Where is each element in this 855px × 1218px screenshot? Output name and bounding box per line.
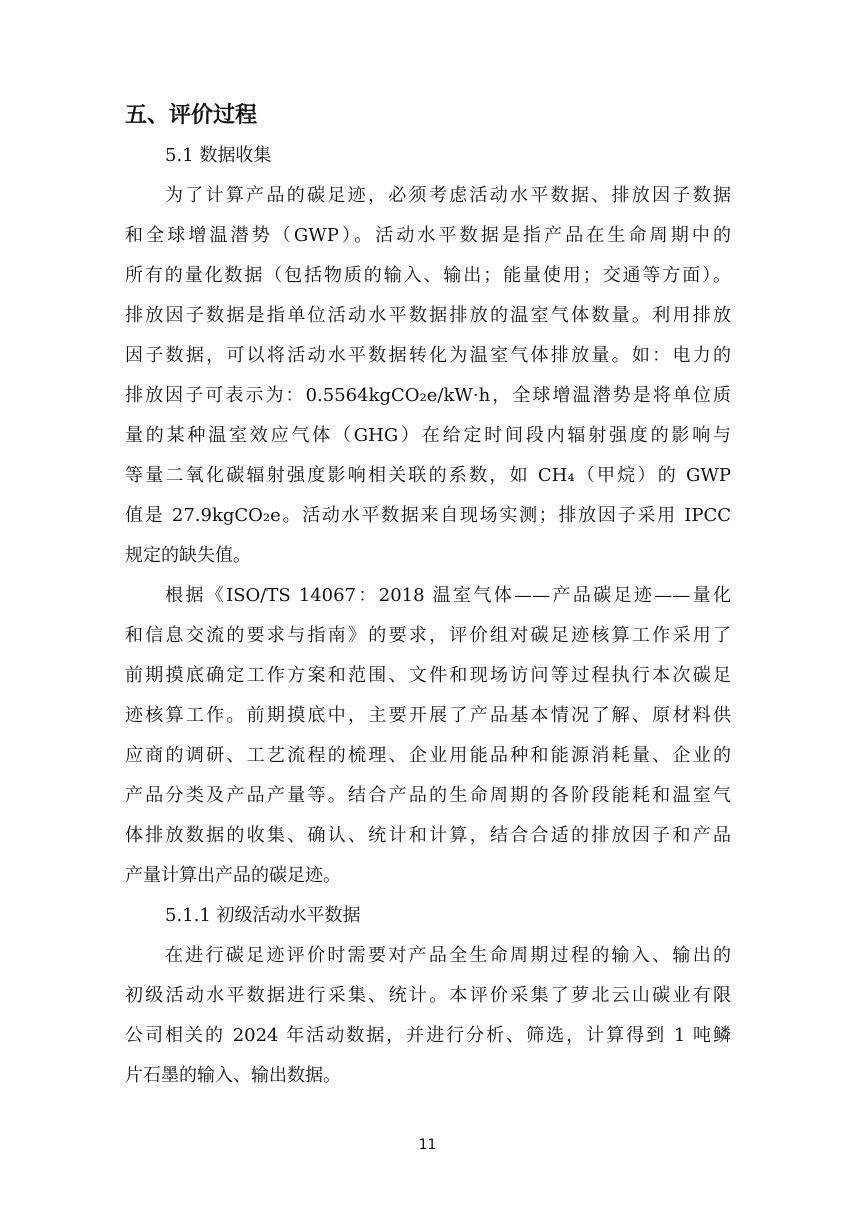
text-line: 排放因子数据是指单位活动水平数据排放的温室气体数量。利用排放 (125, 305, 731, 326)
text-line: 为了计算产品的碳足迹，必须考虑活动水平数据、排放因子数据 (165, 185, 731, 206)
text-line: 公司相关的 2024 年活动数据，并进行分析、筛选，计算得到 1 吨鳞 (125, 1025, 731, 1046)
paragraph-primary-activity-data (125, 936, 731, 1096)
text-line: 产品分类及产品产量等。结合产品的生命周期的各阶段能耗和温室气 (125, 785, 731, 806)
text-line: 规定的缺失值。 (125, 545, 251, 566)
text-line: 根据《ISO/TS 14067：2018 温室气体——产品碳足迹——量化 (165, 585, 731, 606)
subsection-title-5-1-1: 5.1.1 初级活动水平数据 (165, 905, 361, 926)
page-number: 11 (418, 1137, 437, 1153)
text-line: 片石墨的输入、输出数据。 (125, 1065, 341, 1086)
text-line: 和信息交流的要求与指南》的要求，评价组对碳足迹核算工作采用了 (125, 625, 731, 646)
text-line: 量的某种温室效应气体（GHG）在给定时间段内辐射强度的影响与 (125, 425, 731, 446)
text-line: 初级活动水平数据进行采集、统计。本评价采集了萝北云山碳业有限 (125, 985, 731, 1006)
subsection-title-5-1: 5.1 数据收集 (165, 145, 272, 166)
text-line: 和全球增温潜势（GWP）。活动水平数据是指产品在生命周期中的 (125, 225, 731, 246)
text-line: 排放因子可表示为：0.5564kgCO₂e/kW·h，全球增温潜势是将单位质 (125, 385, 731, 406)
paragraph-methodology (125, 576, 731, 896)
text-line: 在进行碳足迹评价时需要对产品全生命周期过程的输入、输出的 (165, 945, 731, 966)
text-line: 所有的量化数据（包括物质的输入、输出；能量使用；交通等方面）。 (125, 265, 731, 286)
text-line: 等量二氧化碳辐射强度影响相关联的系数，如 CH₄（甲烷）的 GWP (125, 465, 731, 486)
text-line: 产量计算出产品的碳足迹。 (125, 865, 341, 886)
text-line: 迹核算工作。前期摸底中，主要开展了产品基本情况了解、原材料供 (125, 705, 731, 726)
section-title: 五、评价过程 (125, 103, 258, 128)
text-line: 体排放数据的收集、确认、统计和计算，结合合适的排放因子和产品 (125, 825, 731, 846)
text-line: 应商的调研、工艺流程的梳理、企业用能品种和能源消耗量、企业的 (125, 745, 731, 766)
paragraph-data-collection (125, 176, 731, 576)
text-line: 前期摸底确定工作方案和范围、文件和现场访问等过程执行本次碳足 (125, 665, 731, 686)
text-line: 因子数据，可以将活动水平数据转化为温室气体排放量。如：电力的 (125, 345, 731, 366)
document-page (125, 96, 731, 1096)
text-line: 值是 27.9kgCO₂e。活动水平数据来自现场实测；排放因子采用 IPCC (125, 505, 731, 526)
